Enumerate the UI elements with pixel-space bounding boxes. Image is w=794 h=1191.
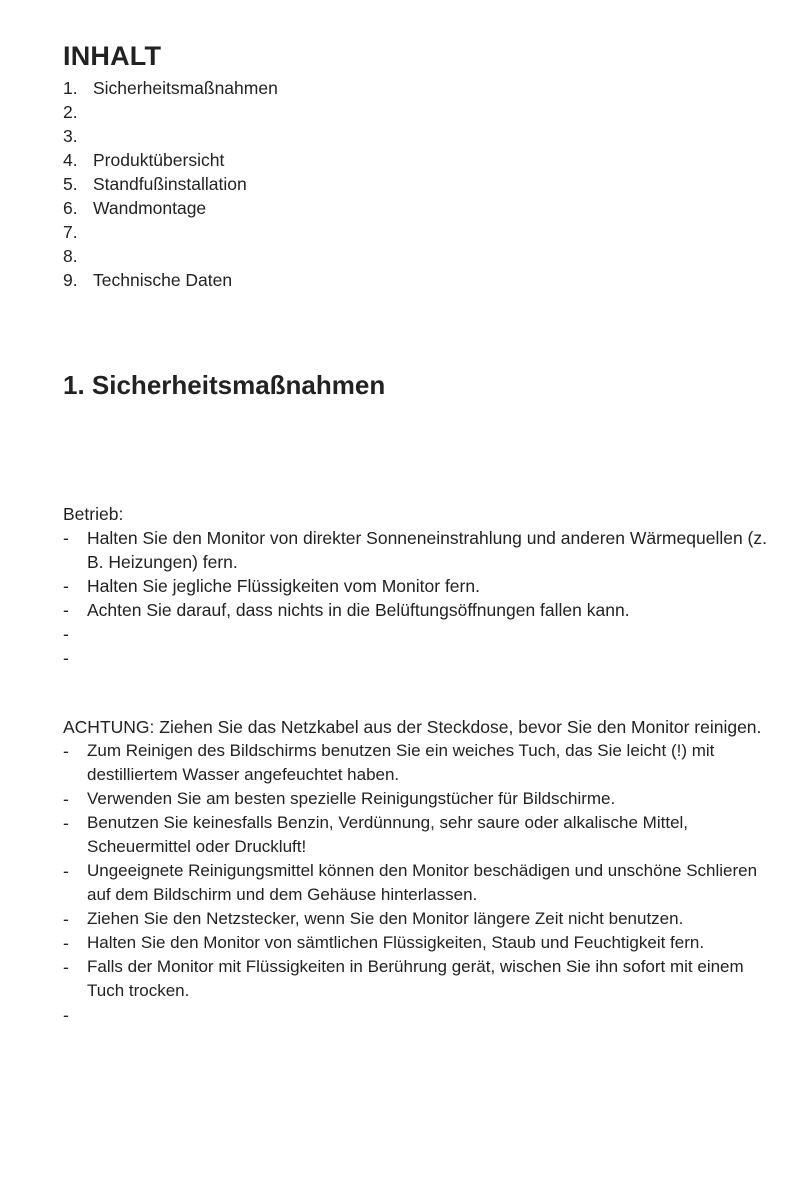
toc-item-number: 4. xyxy=(63,150,78,170)
toc-title: INHALT xyxy=(63,41,162,71)
bullet-dash: - xyxy=(63,528,69,548)
toc-item-number: 3. xyxy=(63,126,78,146)
list-item xyxy=(63,526,773,574)
list-item xyxy=(63,931,773,955)
toc-item xyxy=(63,100,278,124)
bullet-dash: - xyxy=(63,600,69,620)
list-item xyxy=(63,907,773,931)
list-item xyxy=(63,646,773,670)
list-item xyxy=(63,1003,773,1027)
list-item xyxy=(63,574,773,598)
toc-item xyxy=(63,76,278,100)
list-item-text: Zum Reinigen des Bildschirms benutzen Sie ein weiches Tuch, das Sie leicht (!) mit destilliertem Wasser angefeuchtet haben. xyxy=(87,741,715,784)
toc-item-label: Wandmontage xyxy=(93,198,207,218)
toc-item xyxy=(63,244,278,268)
list-item-text: Falls der Monitor mit Flüssigkeiten in Berührung gerät, wischen Sie ihn sofort mit einem Tuch trocken. xyxy=(87,957,744,1000)
bullet-dash: - xyxy=(63,1005,69,1025)
bullet-dash: - xyxy=(63,861,69,881)
warning-heading: ACHTUNG: Ziehen Sie das Netzkabel aus der Steckdose, bevor Sie den Monitor reinigen. xyxy=(63,717,762,737)
operation-list xyxy=(63,526,773,670)
toc-item-label: Standfußinstallation xyxy=(93,174,247,194)
list-item-text: Halten Sie den Monitor von direkter Sonneneinstrahlung und anderen Wärmequellen (z. B. Heizungen) fern. xyxy=(87,528,767,572)
bullet-dash: - xyxy=(63,741,69,761)
toc-item xyxy=(63,124,278,148)
list-item xyxy=(63,811,773,859)
bullet-dash: - xyxy=(63,648,69,668)
list-item-text: Halten Sie jegliche Flüssigkeiten vom Monitor fern. xyxy=(87,576,480,596)
cleaning-list xyxy=(63,739,773,1027)
bullet-dash: - xyxy=(63,909,69,929)
toc-item xyxy=(63,268,278,292)
list-item-text: Halten Sie den Monitor von sämtlichen Flüssigkeiten, Staub und Feuchtigkeit fern. xyxy=(87,933,705,952)
list-item xyxy=(63,622,773,646)
operation-heading: Betrieb: xyxy=(63,504,124,524)
toc-item-label: Technische Daten xyxy=(93,270,233,290)
toc-item-number: 2. xyxy=(63,102,78,122)
bullet-dash: - xyxy=(63,624,69,644)
toc-item-number: 1. xyxy=(63,78,78,98)
toc-item xyxy=(63,220,278,244)
list-item-text: Verwenden Sie am besten spezielle Reinigungstücher für Bildschirme. xyxy=(87,789,616,808)
toc-item-number: 8. xyxy=(63,246,78,266)
toc-item-number: 6. xyxy=(63,198,78,218)
list-item xyxy=(63,598,773,622)
toc-item-label: Produktübersicht xyxy=(93,150,225,170)
list-item-text: Achten Sie darauf, dass nichts in die Belüftungsöffnungen fallen kann. xyxy=(87,600,630,620)
toc-item xyxy=(63,196,278,220)
list-item-text: Ungeeignete Reinigungsmittel können den Monitor beschädigen und unschöne Schlieren auf dem Bildschirm und dem Gehäuse hinterlassen. xyxy=(87,861,758,904)
bullet-dash: - xyxy=(63,813,69,833)
warning-block xyxy=(63,715,773,1027)
list-item-text: Benutzen Sie keinesfalls Benzin, Verdünnung, sehr saure oder alkalische Mittel, Scheuermittel oder Druckluft! xyxy=(87,813,689,856)
toc-list xyxy=(63,76,278,292)
operation-block xyxy=(63,502,773,670)
toc-item-number: 7. xyxy=(63,222,78,242)
bullet-dash: - xyxy=(63,789,69,809)
bullet-dash: - xyxy=(63,933,69,953)
toc-item-label: Sicherheitsmaßnahmen xyxy=(93,78,278,98)
list-item-text: Ziehen Sie den Netzstecker, wenn Sie den Monitor längere Zeit nicht benutzen. xyxy=(87,909,684,928)
bullet-dash: - xyxy=(63,957,69,977)
list-item xyxy=(63,739,773,787)
list-item xyxy=(63,955,773,1003)
section-title: 1. Sicherheitsmaßnahmen xyxy=(63,370,386,400)
toc-item xyxy=(63,172,278,196)
toc-item xyxy=(63,148,278,172)
list-item xyxy=(63,859,773,907)
bullet-dash: - xyxy=(63,576,69,596)
toc-item-number: 5. xyxy=(63,174,78,194)
toc-item-number: 9. xyxy=(63,270,78,290)
list-item xyxy=(63,787,773,811)
